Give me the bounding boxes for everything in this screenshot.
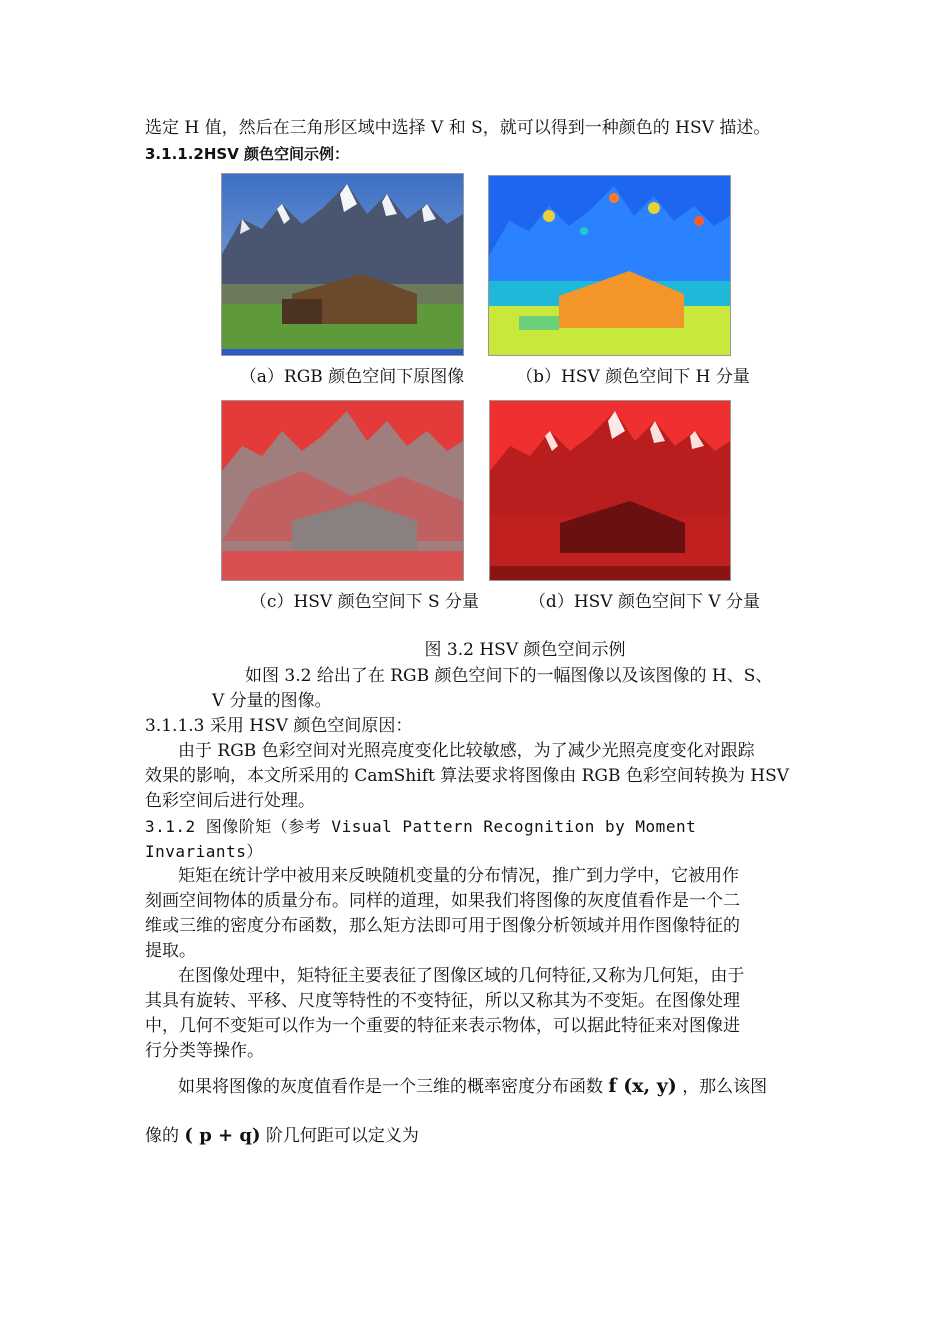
para-reason-line-1: 由于 RGB 色彩空间对光照亮度变化比较敏感，为了减少光照亮度变化对跟踪 — [178, 741, 755, 761]
heading-3112: 3.1.1.2HSV 颜色空间示例： — [145, 145, 350, 163]
para-moment1-line-2: 刻画空间物体的质量分布。同样的道理，如果我们将图像的灰度值看作是一个二 — [145, 891, 740, 911]
para-moment1-line-4: 提取。 — [145, 941, 196, 961]
figure-b-caption: （b）HSV 颜色空间下 H 分量 — [516, 367, 750, 387]
figure-d-caption: （d）HSV 颜色空间下 V 分量 — [528, 592, 761, 612]
para-moment1-line-1: 矩矩在统计学中被用来反映随机变量的分布情况，推广到力学中，它被用作 — [178, 866, 739, 886]
intro-line: 选定 H 值，然后在三角形区域中选择 V 和 S，就可以得到一种颜色的 HSV 描述。 — [145, 118, 771, 138]
para-moment2-line-2: 其具有旋转、平移、尺度等特性的不变特征，所以又称其为不变矩。在图像处理 — [145, 991, 740, 1011]
para-moment3-text-a: 如果将图像的灰度值看作是一个三维的概率密度分布函数 — [178, 1077, 603, 1097]
heading-312-line-2: Invariants） — [145, 842, 263, 861]
figure-c-s-component — [221, 400, 464, 581]
formula-f-xy: f (x, y) — [608, 1075, 677, 1097]
figure-a-caption: （a）RGB 颜色空间下原图像 — [239, 367, 465, 387]
para-moment4 — [145, 1124, 419, 1148]
figure-a-rgb-image — [221, 173, 464, 356]
para-moment3 — [178, 1074, 767, 1099]
para-reason-line-3: 色彩空间后进行处理。 — [145, 791, 315, 811]
heading-312-line-1: 3.1.2 图像阶矩（参考 Visual Pattern Recognition by Moment — [145, 817, 697, 836]
figure-c-caption: （c）HSV 颜色空间下 S 分量 — [249, 592, 480, 612]
figure-d-v-component — [489, 400, 731, 581]
para-moment2-line-1: 在图像处理中，矩特征主要表征了图像区域的几何特征,又称为几何矩，由于 — [178, 966, 745, 986]
para-moment1-line-3: 维或三维的密度分布函数，那么矩方法即可用于图像分析领域并用作图像特征的 — [145, 916, 740, 936]
para-moment2-line-4: 行分类等操作。 — [145, 1041, 264, 1061]
para-reason-line-2: 效果的影响，本文所采用的 CamShift 算法要求将图像由 RGB 色彩空间转换为 HSV — [145, 766, 790, 786]
para-moment4-text-b: 阶几何距可以定义为 — [265, 1126, 419, 1146]
para-moment4-text-a: 像的 — [145, 1126, 179, 1146]
para-moment2-line-3: 中，几何不变矩可以作为一个重要的特征来表示物体，可以据此特征来对图像进 — [145, 1016, 740, 1036]
para-moment3-text-b: ，那么该图 — [682, 1077, 768, 1097]
para-fig-line-2: V 分量的图像。 — [212, 691, 332, 711]
figure-title: 图 3.2 HSV 颜色空间示例 — [424, 640, 626, 660]
formula-p-plus-q: ( p + q) — [184, 1125, 261, 1146]
figure-b-h-component — [488, 175, 731, 356]
para-fig-line-1: 如图 3.2 给出了在 RGB 颜色空间下的一幅图像以及该图像的 H、S、 — [245, 666, 773, 686]
heading-3113: 3.1.1.3 采用 HSV 颜色空间原因： — [145, 716, 413, 736]
